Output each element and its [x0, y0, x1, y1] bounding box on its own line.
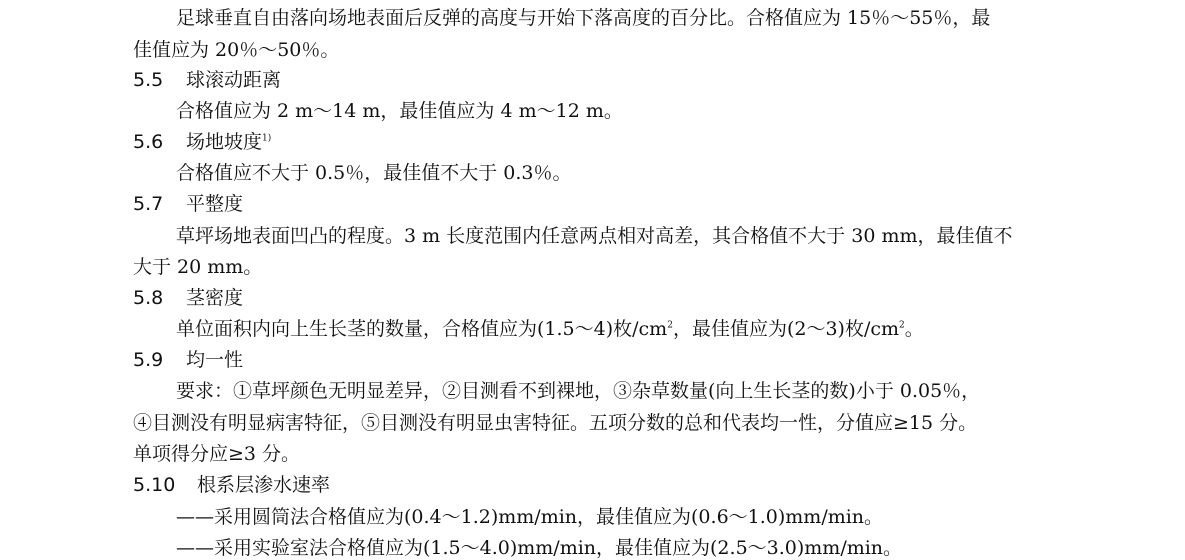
- body-text: 单位面积内向上生长茎的数量，合格值应为(1.5～4)枚/cm: [176, 318, 668, 340]
- section-5-7-body-line-2: 大于 20 mm。: [133, 256, 263, 278]
- section-number: 5.8: [133, 287, 164, 309]
- section-5-7-heading: [133, 192, 243, 216]
- body-text: 。: [904, 318, 924, 340]
- section-5-9-body-line-3: 单项得分应≥3 分。: [133, 443, 301, 465]
- section-5-8-heading: [133, 286, 243, 310]
- section-number: 5.6: [133, 131, 164, 153]
- section-title: 均一性: [186, 349, 244, 371]
- footnote-marker: 1): [262, 133, 272, 144]
- section-5-10-heading: [133, 473, 330, 497]
- superscript: 2: [667, 320, 673, 331]
- section-number: 5.5: [133, 69, 164, 91]
- section-5-6-body: 合格值应不大于 0.5％，最佳值不大于 0.3％。: [176, 162, 572, 184]
- section-title: 平整度: [186, 193, 244, 215]
- section-title: 场地坡度: [186, 131, 263, 153]
- rebound-paragraph-line-2: 佳值应为 20％～50％。: [133, 39, 340, 61]
- section-5-6-heading: [133, 130, 271, 154]
- section-title: 根系层渗水速率: [197, 474, 331, 496]
- body-text: ，最佳值应为(2～3)枚/cm: [672, 318, 899, 340]
- section-5-9-body-line-2: ④目测没有明显病害特征，⑤目测没有明显虫害特征。五项分数的总和代表均一性，分值应≥15 分。: [133, 412, 978, 434]
- section-5-10-list-item-2: ——采用实验室法合格值应为(1.5～4.0)mm/min，最佳值应为(2.5～3.0)mm/min。: [176, 537, 903, 559]
- rebound-paragraph-line-1: 足球垂直自由落向场地表面后反弹的高度与开始下落高度的百分比。合格值应为 15％～55％，最: [176, 7, 991, 29]
- section-number: 5.7: [133, 193, 164, 215]
- section-5-10-list-item-1: ——采用圆筒法合格值应为(0.4～1.2)mm/min，最佳值应为(0.6～1.0)mm/min。: [176, 506, 884, 528]
- section-number: 5.10: [133, 474, 176, 496]
- section-number: 5.9: [133, 349, 164, 371]
- section-5-9-heading: [133, 348, 243, 372]
- section-title: 茎密度: [186, 287, 244, 309]
- section-5-5-heading: [133, 68, 281, 92]
- section-title: 球滚动距离: [186, 69, 282, 91]
- section-5-5-body: 合格值应为 2 m～14 m，最佳值应为 4 m～12 m。: [176, 100, 623, 122]
- section-5-8-body: [176, 317, 924, 341]
- superscript: 2: [899, 320, 905, 331]
- section-5-7-body-line-1: 草坪场地表面凹凸的程度。3 m 长度范围内任意两点相对高差，其合格值不大于 30 mm，最佳值不: [176, 225, 1013, 247]
- section-5-9-body-line-1: 要求：①草坪颜色无明显差异，②目测看不到裸地，③杂草数量(向上生长茎的数)小于 0.05％，: [176, 380, 981, 402]
